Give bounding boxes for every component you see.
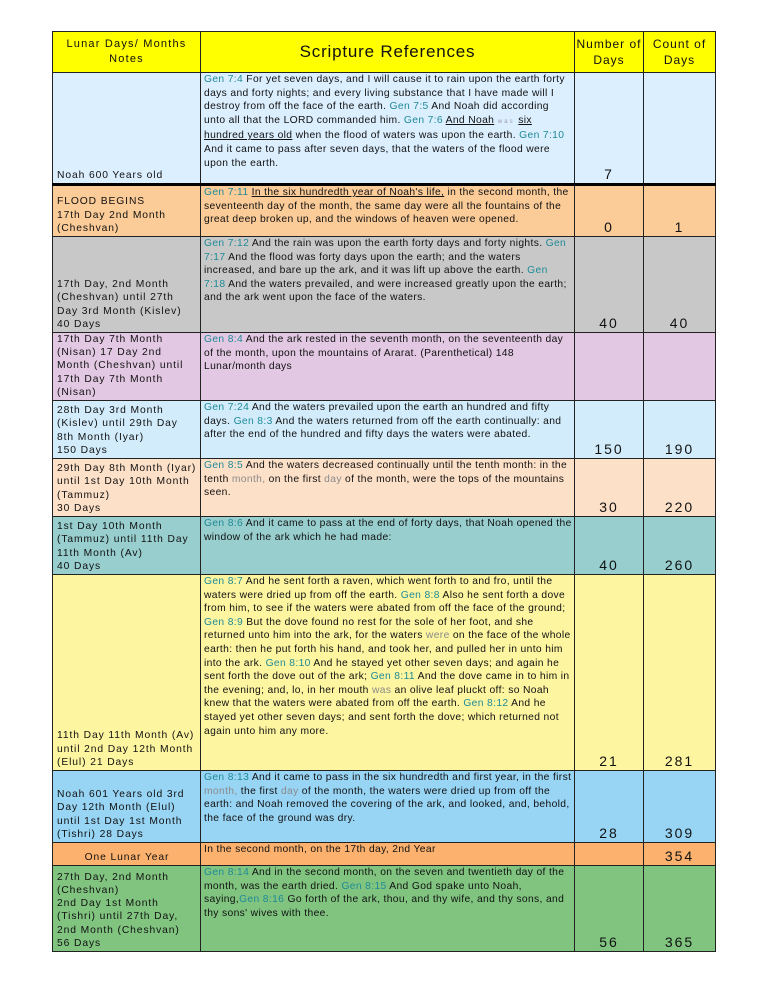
row-number-of-days: 7 [575, 73, 644, 185]
row-count-of-days: 260 [644, 517, 716, 575]
row-count-of-days: 281 [644, 575, 716, 771]
scripture-text: And he stayed yet other seven days; and sent forth the dove; which returned not again unto him any more. [204, 698, 559, 737]
table-row [53, 73, 716, 185]
scripture-ref-link[interactable]: Gen 8:7 [204, 576, 244, 588]
scripture-ref-link[interactable]: Gen 8:16 [239, 894, 285, 906]
scripture-ref-link[interactable]: Gen 8:14 [204, 867, 250, 879]
scripture-text: was [371, 684, 392, 696]
table-row [53, 333, 716, 401]
row-note: FLOOD BEGINS 17th Day 2nd Month (Cheshvan) [53, 185, 201, 237]
scripture-text: Also he sent forth a dove from him, to see if the waters were abated from off the face of the ground; [204, 589, 566, 615]
scripture-ref-link[interactable]: Gen 8:3 [233, 415, 273, 427]
scripture-text: And he stayed yet other seven days; and again he sent forth the dove out of the ark; [204, 657, 560, 683]
scripture-text: And Noah did according unto all that the LORD commanded him. [204, 101, 549, 126]
table-row [53, 401, 716, 459]
scripture-ref-link[interactable]: Gen 8:9 [204, 616, 244, 628]
scripture-text: But the dove found no rest for the sole of her foot, and she returned unto him into the ark, for the waters [204, 616, 534, 642]
row-scripture [201, 575, 575, 771]
row-number-of-days: 0 [575, 185, 644, 237]
table-row [53, 185, 716, 237]
row-note: 27th Day, 2nd Month (Cheshvan) 2nd Day 1st Month (Tishri) until 27th Day, 2nd Month (Cheshvan) 56 Days [53, 866, 201, 952]
scripture-ref-link[interactable]: Gen 7:11 [204, 187, 249, 198]
scripture-text: were [425, 630, 450, 642]
scripture-text: of the month, the waters were dried up from off the earth: and Noah removed the covering of the ark, and looked, and, behold, the face of the ground was dry. [204, 785, 570, 824]
row-note: 17th Day 7th Month (Nisan) 17 Day 2nd Month (Cheshvan) until 17th Day 7th Month (Nisan) [53, 333, 201, 401]
scripture-ref-link[interactable]: Gen 8:8 [400, 589, 440, 601]
table-row [53, 459, 716, 517]
row-number-of-days: 21 [575, 575, 644, 771]
scripture-ref-link[interactable]: Gen 8:5 [204, 460, 244, 472]
row-scripture [201, 866, 575, 952]
row-scripture [201, 459, 575, 517]
row-count-of-days: 365 [644, 866, 716, 952]
row-note: One Lunar Year [53, 843, 201, 866]
flood-timeline-table [52, 31, 716, 952]
row-scripture [201, 401, 575, 459]
scripture-text: And it came to pass in the six hundredth and first year, in the first [249, 772, 572, 784]
scripture-text: when the flood of waters was upon the earth. [292, 130, 520, 142]
row-scripture [201, 517, 575, 575]
row-count-of-days: 40 [644, 237, 716, 333]
scripture-text: of the month, were the tops of the mountains seen. [204, 473, 565, 499]
scripture-text: And in the second month, on the seven and twentieth day of the month, was the earth dried. [204, 867, 565, 892]
table-row [53, 771, 716, 843]
scripture-ref-link[interactable]: Gen 8:12 [463, 698, 509, 710]
scripture-text: on the face of the whole earth: then he put forth his hand, and took her, and pulled her in unto him into the ark. [204, 630, 571, 669]
scripture-ref-link[interactable]: Gen 7:5 [389, 101, 429, 113]
scripture-ref-link[interactable]: Gen 7:24 [204, 402, 250, 414]
scripture-text: And God spake unto Noah, saying, [204, 880, 522, 906]
header-scripture: Scripture References [201, 32, 575, 73]
row-scripture [201, 333, 575, 401]
row-note: Noah 601 Years old 3rd Day 12th Month (Elul) until 1st Day 1st Month (Tishri) 28 Days [53, 771, 201, 843]
scripture-ref-link[interactable]: Gen 8:6 [204, 518, 244, 530]
row-number-of-days: 40 [575, 517, 644, 575]
scripture-text: And it came to pass at the end of forty days, that Noah opened the window of the ark which he had made: [204, 518, 572, 543]
scripture-ref-link[interactable]: Gen 7:12 [204, 238, 250, 249]
scripture-text: the first [237, 785, 281, 797]
row-note: 17th Day, 2nd Month (Cheshvan) until 27th Day 3rd Month (Kislev) 40 Days [53, 237, 201, 333]
row-note: 1st Day 10th Month (Tammuz) until 11th Day 11th Month (Av) 40 Days [53, 517, 201, 575]
scripture-ref-link[interactable]: Gen 8:11 [370, 671, 415, 683]
scripture-text: an olive leaf pluckt off: so Noah knew that the waters were abated from off the earth. [204, 684, 549, 710]
scripture-text: For yet seven days, and I will cause it to rain upon the earth forty days and forty nights; and every living substance that I have made will I destroy from off the face of the earth. [204, 74, 565, 113]
row-note: 11th Day 11th Month (Av) until 2nd Day 12th Month (Elul) 21 Days [53, 575, 201, 771]
row-count-of-days: 1 [644, 185, 716, 237]
row-number-of-days [575, 843, 644, 866]
header-number-of-days: Number of Days [575, 32, 644, 73]
header-row [53, 32, 716, 73]
scripture-text: six hundred years old [204, 114, 532, 142]
scripture-text: And he sent forth a raven, which went forth to and fro, until the waters were dried up from off the earth. [204, 576, 553, 601]
scripture-text: on the first [265, 473, 325, 485]
row-count-of-days [644, 333, 716, 401]
scripture-text: And it came to pass after seven days, that the waters of the flood were upon the earth. [204, 143, 550, 169]
scripture-text: And the waters prevailed, and were increased greatly upon the earth; and the ark went upon the face of the waters. [204, 278, 567, 304]
scripture-text: in the second month, the seventeenth day of the month, the same day were all the fountains of the great deep broken up, and the windows of heaven were opened. [204, 187, 569, 226]
row-count-of-days [644, 73, 716, 185]
row-scripture [201, 843, 575, 866]
table-row [53, 843, 716, 866]
row-count-of-days: 220 [644, 459, 716, 517]
row-note: 29th Day 8th Month (Iyar) until 1st Day 10th Month (Tammuz) 30 Days [53, 459, 201, 517]
row-count-of-days: 190 [644, 401, 716, 459]
scripture-text: And Noah [445, 114, 495, 126]
header-count-of-days: Count of Days [644, 32, 716, 73]
row-number-of-days: 28 [575, 771, 644, 843]
row-note: Noah 600 Years old [53, 73, 201, 185]
scripture-text: Go forth of the ark, thou, and thy wife, and thy sons, and thy sons' wives with thee. [204, 894, 565, 919]
scripture-text: And the waters decreased continually until the tenth month: in the tenth [204, 460, 568, 485]
scripture-text: In the six hundredth year of Noah's life, [251, 187, 445, 198]
scripture-text: day [280, 785, 299, 797]
scripture-text: In the second month, on the 17th day, 2nd Year [204, 844, 436, 856]
row-count-of-days: 309 [644, 771, 716, 843]
row-number-of-days: 150 [575, 401, 644, 459]
scripture-ref-link[interactable]: Gen 7:18 [204, 265, 548, 290]
scripture-ref-link[interactable]: Gen 8:15 [341, 880, 387, 892]
scripture-ref-link[interactable]: Gen 8:4 [204, 334, 244, 345]
scripture-text: And the waters returned from off the earth continually: and after the end of the hundred and fifty days the waters were abated. [204, 415, 562, 441]
header-notes: Lunar Days/ Months Notes [53, 32, 201, 73]
row-scripture [201, 237, 575, 333]
table-row [53, 517, 716, 575]
row-scripture [201, 771, 575, 843]
row-scripture [201, 73, 575, 185]
scripture-ref-link[interactable]: Gen 8:13 [204, 772, 250, 784]
row-count-of-days: 354 [644, 843, 716, 866]
row-note: 28th Day 3rd Month (Kislev) until 29th Day 8th Month (Iyar) 150 Days [53, 401, 201, 459]
row-number-of-days [575, 333, 644, 401]
scripture-ref-link[interactable]: Gen 7:6 [403, 114, 443, 126]
row-scripture [201, 185, 575, 237]
scripture-text: was [494, 118, 519, 125]
scripture-text: month, [204, 785, 238, 797]
scripture-text: And the dove came in to him in the evening; and, lo, in her mouth [204, 671, 570, 696]
row-number-of-days: 56 [575, 866, 644, 952]
scripture-text: month, [231, 473, 266, 485]
row-number-of-days: 30 [575, 459, 644, 517]
scripture-ref-link[interactable]: Gen 7:17 [204, 238, 567, 263]
scripture-text: And the ark rested in the seventh month, on the seventeenth day of the month, upon the mountains of Ararat. (Parenthetical) 148 Lunar/month days [204, 334, 564, 373]
scripture-ref-link[interactable]: Gen 7:4 [204, 74, 244, 85]
scripture-ref-link[interactable]: Gen 7:10 [519, 130, 565, 142]
scripture-text: And the waters prevailed upon the earth an hundred and fifty days. [204, 402, 550, 427]
scripture-text: And the flood was forty days upon the earth; and the waters increased, and bare up the ark, and it was lift up above the earth. [204, 251, 528, 277]
scripture-text: And the rain was upon the earth forty days and forty nights. [249, 238, 546, 249]
row-number-of-days: 40 [575, 237, 644, 333]
table-row [53, 237, 716, 333]
table-row [53, 866, 716, 952]
table-row [53, 575, 716, 771]
scripture-text: day [324, 473, 342, 485]
scripture-ref-link[interactable]: Gen 8:10 [265, 657, 311, 669]
